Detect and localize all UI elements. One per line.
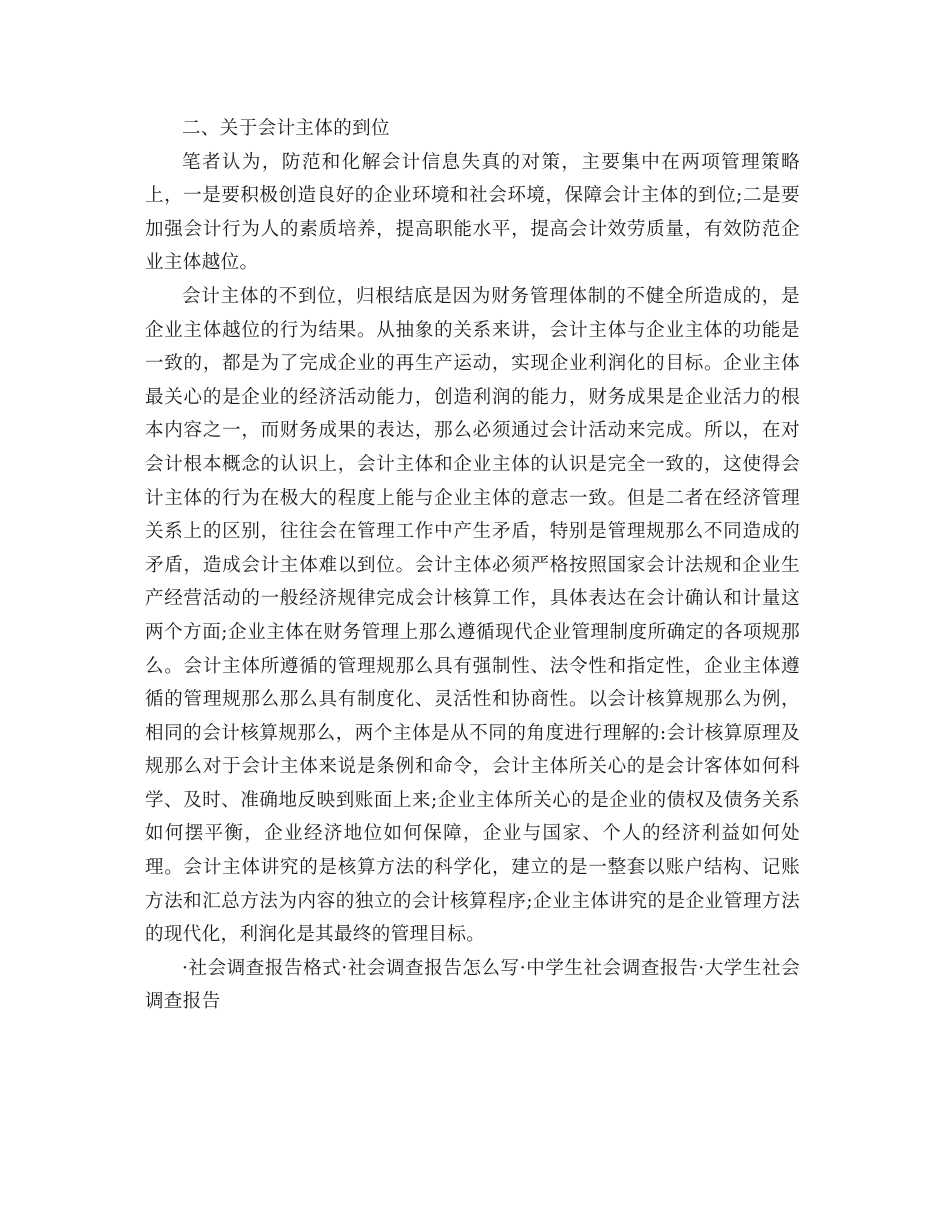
link-report-format[interactable]: ·社会调查报告格式 <box>182 957 342 979</box>
related-links <box>145 952 800 1019</box>
document-body <box>145 112 800 1019</box>
paragraph-accounting-entity: 会计主体的不到位，归根结底是因为财务管理体制的不健全所造成的，是企业主体越位的行为结果。从抽象的关系来讲，会计主体与企业主体的功能是一致的，都是为了完成企业的再生产运动，实现企业利润化的目标。企业主体最关心的是企业的经济活动能力，创造利润的能力，财务成果是企业活力的根本内容之一，而财务成果的表达，那么必须通过会计活动来完成。所以，在对会计根本概念的认识上，会计主体和企业主体的认识是完全一致的，这使得会计主体的行为在极大的程度上能与企业主体的意志一致。但是二者在经济管理关系上的区别，往往会在管理工作中产生矛盾，特别是管理规那么不同造成的矛盾，造成会计主体难以到位。会计主体必须严格按照国家会计法规和企业生产经营活动的一般经济规律完成会计核算工作，具体表达在会计确认和计量这两个方面;企业主体在财务管理上那么遵循现代企业管理制度所确定的各项规那么。会计主体所遵循的管理规那么具有强制性、法令性和指定性，企业主体遵循的管理规那么那么具有制度化、灵活性和协商性。以会计核算规那么为例，相同的会计核算规那么，两个主体是从不同的角度进行理解的:会计核算原理及规那么对于会计主体来说是条例和命令，会计主体所关心的是会计客体如何科学、及时、准确地反映到账面上来;企业主体所关心的是企业的债权及债务关系如何摆平衡，企业经济地位如何保障，企业与国家、个人的经济利益如何处理。会计主体讲究的是核算方法的科学化，建立的是一整套以账户结构、记账方法和汇总方法为内容的独立的会计核算程序;企业主体讲究的是企业管理方法的现代化，利润化是其最终的管理目标。 <box>145 285 800 946</box>
link-middle-school-report[interactable]: ·中学生社会调查报告 <box>519 957 699 979</box>
section-heading: 二、关于会计主体的到位 <box>182 118 390 139</box>
link-college-report[interactable]: ·大学生社会调查报告 <box>145 957 801 1013</box>
link-report-howto[interactable]: ·社会调查报告怎么写 <box>341 957 520 979</box>
paragraph-strategy: 笔者认为，防范和化解会计信息失真的对策，主要集中在两项管理策略上，一是要积极创造良好的企业环境和社会环境，保障会计主体的到位;二是要加强会计行为人的素质培养，提高职能水平，提高会计效劳质量，有效防范企业主体越位。 <box>145 151 800 274</box>
